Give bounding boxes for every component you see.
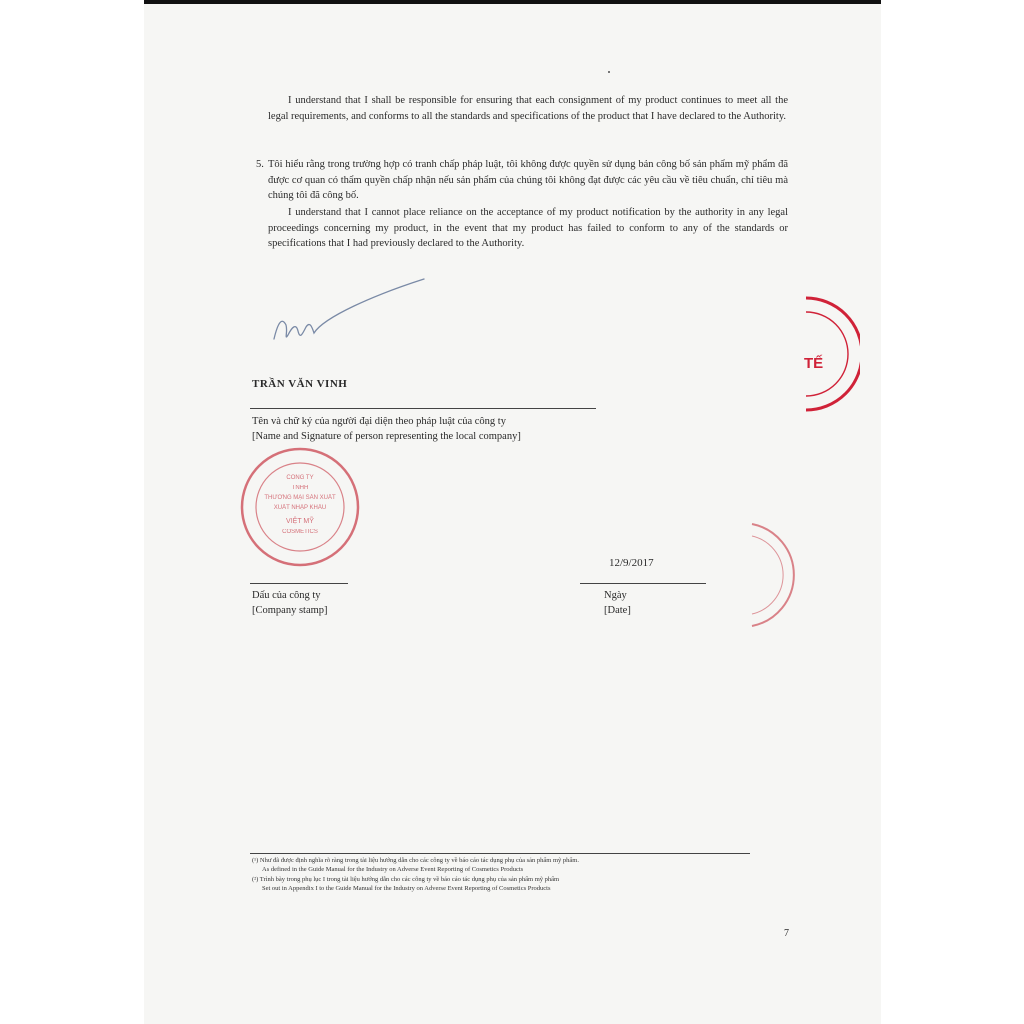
item-number: 5. [256,159,264,170]
svg-text:XUẤT NHẬP KHẨU: XUẤT NHẬP KHẨU [273,505,327,511]
paragraph-vi-text: Tôi hiểu rằng trong trường hợp có tranh chấp pháp luật, tôi không được quyền sử dụng bản công bố sản phẩm mỹ phẩm đã được cơ quan có thẩm quyền chấp nhận nếu sản phẩm của chúng tôi không đạt được các yêu cầu về tiêu chuẩn, chỉ tiêu mà chúng tôi đã công bố. [268,159,788,201]
date-label-vi: Ngày [604,590,627,601]
left-margin [0,0,144,1024]
paragraph-item-5-vi [256,157,788,204]
svg-text:COSMETICS: COSMETICS [282,529,318,535]
signature-label-vi: Tên và chữ ký của người đại diện theo pháp luật của công ty [252,416,506,427]
date-label-en: [Date] [604,605,631,616]
document-page [144,4,881,1024]
signature-rule [250,408,596,409]
paragraph-reliance-en: I understand that I cannot place reliance on the acceptance of my product notification by the authority in any legal proceedings concerning my product, in the event that my product has failed to conform to any of the standards or specifications that I had previously declared to the Authority. [268,207,788,249]
svg-text:TNHH: TNHH [291,485,309,491]
stamp-label-en: [Company stamp] [252,605,328,616]
footnote-1-en: As defined in the Guide Manual for the Industry on Adverse Event Reporting of Cosmetics Products [262,866,524,873]
signer-name: TRẦN VĂN VINH [252,378,348,390]
svg-text:THƯƠNG MẠI SẢN XUẤT: THƯƠNG MẠI SẢN XUẤT [264,495,336,501]
paragraph-responsibility-en: I understand that I shall be responsible for ensuring that each consignment of my product continues to meet all the legal requirements, and conforms to all the standards and specifications of the product that I have declared to the Authority. [268,95,788,122]
partial-stamp-date [748,522,798,630]
stamp-label-vi: Dấu của công ty [252,590,321,601]
svg-text:CÔNG TY: CÔNG TY [286,475,314,481]
footnote-rule [250,853,750,854]
date-rule [580,583,706,584]
page-number: 7 [784,928,789,939]
right-margin [881,0,1024,1024]
footnote-1-vi: (¹) Như đã được định nghĩa rõ ràng trong tài liệu hướng dẫn cho các công ty về báo cáo tác dụng phụ của sản phẩm mỹ phẩm. [252,857,579,864]
speck [608,71,610,73]
svg-text:VIỆT MỸ: VIỆT MỸ [286,518,314,525]
partial-stamp-right [802,294,860,414]
handwritten-signature [264,277,429,349]
signature-label-en: [Name and Signature of person representing the local company] [252,431,521,442]
stamp-fragment-text: TẾ [804,355,824,372]
company-stamp [238,445,362,569]
footnote-2-vi: (²) Trình bày trong phụ lục I trong tài liệu hướng dẫn cho các công ty về báo cáo tác dụng phụ của sản phẩm mỹ phẩm [252,876,560,883]
date-value: 12/9/2017 [609,557,654,569]
stamp-rule [250,583,348,584]
footnote-2-en: Set out in Appendix I to the Guide Manual for the Industry on Adverse Event Reporting of Cosmetics Products [262,885,551,892]
